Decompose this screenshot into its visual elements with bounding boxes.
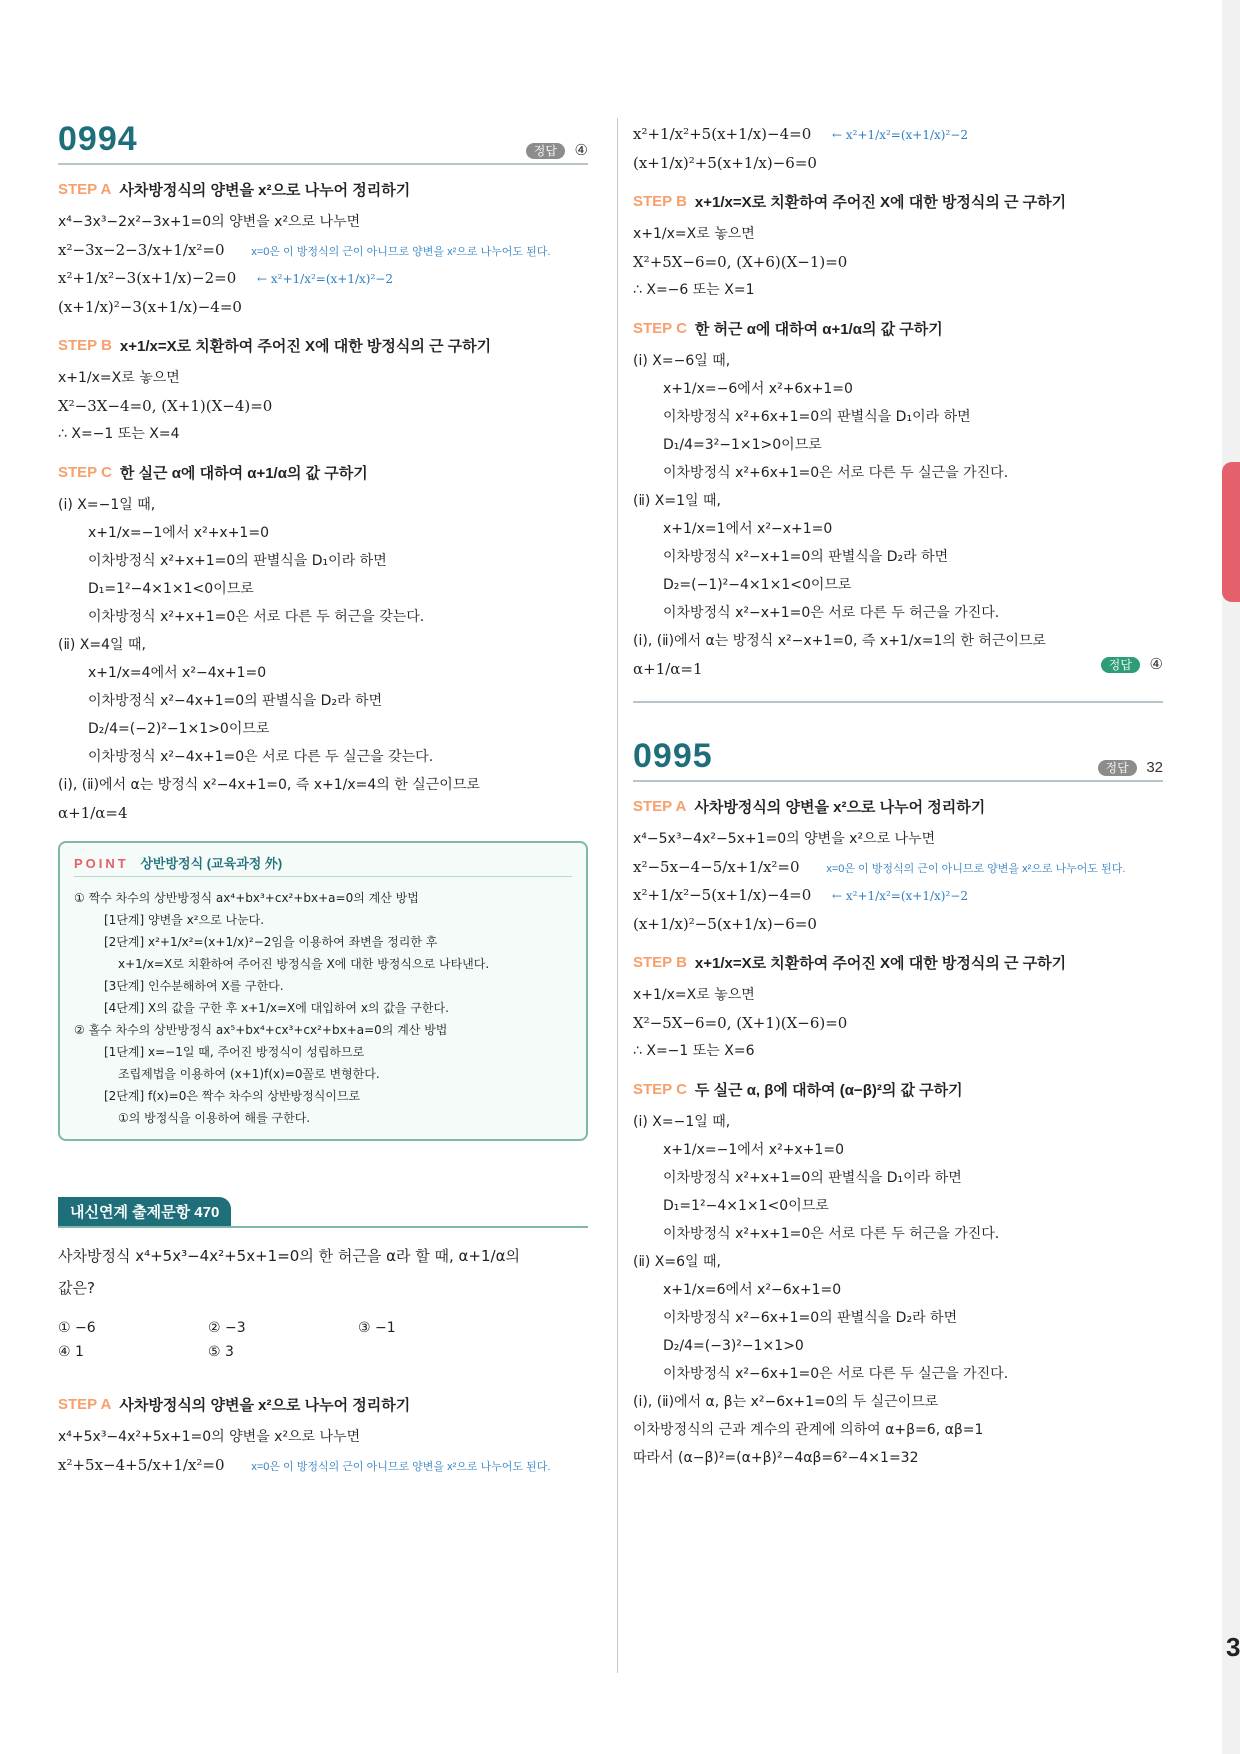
line: x+1/x=4에서 x²−4x+1=0 xyxy=(88,665,267,681)
step-title: 사차방정식의 양변을 x²으로 나누어 정리하기 xyxy=(119,1397,411,1414)
point-line: [3단계] 인수분해하여 X를 구한다. xyxy=(104,979,284,993)
point-line: [4단계] X의 값을 구한 후 x+1/x=X에 대입하여 x의 값을 구한다. xyxy=(104,1001,449,1015)
choice[interactable]: ⑤ 3 xyxy=(208,1344,234,1360)
equation: x²+1/x²−5(x+1/x)−4=0 xyxy=(633,886,812,904)
result: α+1/α=4 xyxy=(58,804,128,822)
line: 이차방정식 x²+x+1=0의 판별식을 D₁이라 하면 xyxy=(88,553,387,569)
answer-badge xyxy=(526,141,588,159)
point-header xyxy=(74,853,572,877)
line: x+1/x=−1에서 x²+x+1=0 xyxy=(663,1142,844,1158)
equation: x²−3x−2−3/x+1/x²=0 xyxy=(58,241,225,259)
line: 이차방정식 x²−4x+1=0의 판별식을 D₂라 하면 xyxy=(88,693,383,709)
step-tag: STEP A xyxy=(633,798,687,815)
line: ∴ X=−6 또는 X=1 xyxy=(633,282,755,298)
line: 따라서 (α−β)²=(α+β)²−4αβ=6²−4×1=32 xyxy=(633,1450,919,1466)
equation: X²−5X−6=0, (X+1)(X−6)=0 xyxy=(633,1014,848,1032)
point-line: [2단계] f(x)=0은 짝수 차수의 상반방정식이므로 xyxy=(104,1089,361,1103)
section-divider xyxy=(633,701,1163,703)
step-tag: STEP C xyxy=(633,1081,687,1098)
line: D₂=(−1)²−4×1×1<0이므로 xyxy=(663,577,852,593)
line: (ⅰ), (ⅱ)에서 α, β는 x²−6x+1=0의 두 실근이므로 xyxy=(633,1394,939,1410)
step-c xyxy=(633,1079,1163,1100)
point-line: ② 홀수 차수의 상반방정식 ax⁵+bx⁴+cx³+cx²+bx+a=0의 계산 방법 xyxy=(74,1023,448,1037)
line: x+1/x=1에서 x²−x+1=0 xyxy=(663,521,833,537)
line: (ⅱ) X=1일 때, xyxy=(633,493,721,509)
left-column xyxy=(58,120,588,1479)
line: x+1/x=−6에서 x²+6x+1=0 xyxy=(663,381,853,397)
line: x+1/x=X로 놓으면 xyxy=(633,226,755,242)
equation: (x+1/x)²+5(x+1/x)−6=0 xyxy=(633,154,817,172)
step-tag: STEP B xyxy=(633,954,687,971)
chapter-tab xyxy=(1222,462,1240,602)
line: x⁴−5x³−4x²−5x+1=0의 양변을 x²으로 나누면 xyxy=(633,831,936,847)
line: (ⅰ), (ⅱ)에서 α는 방정식 x²−4x+1=0, 즉 x+1/x=4의 한 실근이므로 xyxy=(58,777,480,793)
point-line: ①의 방정식을 이용하여 해를 구한다. xyxy=(118,1111,311,1125)
choice[interactable]: ④ 1 xyxy=(58,1344,84,1360)
equation: (x+1/x)²−5(x+1/x)−6=0 xyxy=(633,915,817,933)
line: D₁/4=3²−1×1>0이므로 xyxy=(663,437,822,453)
step-title: 한 허근 α에 대하여 α+1/α의 값 구하기 xyxy=(694,321,943,338)
line: 이차방정식 x²+x+1=0은 서로 다른 두 허근을 갖는다. xyxy=(88,609,425,625)
point-title: 상반방정식 (교육과정 外) xyxy=(140,856,283,871)
choice[interactable]: ① −6 xyxy=(58,1320,96,1336)
line: 이차방정식 x²+6x+1=0의 판별식을 D₁이라 하면 xyxy=(663,409,971,425)
step-b xyxy=(633,191,1163,212)
line: x+1/x=X로 놓으면 xyxy=(633,987,755,1003)
equation: x²+1/x²−3(x+1/x)−2=0 xyxy=(58,269,237,287)
step-b xyxy=(58,335,588,356)
line: (ⅰ), (ⅱ)에서 α는 방정식 x²−x+1=0, 즉 x+1/x=1의 한 허근이므로 xyxy=(633,633,1046,649)
line: (ⅰ) X=−1일 때, xyxy=(58,497,156,513)
equation: x²+5x−4+5/x+1/x²=0 xyxy=(58,1456,225,1474)
point-box xyxy=(58,841,588,1141)
point-line: ① 짝수 차수의 상반방정식 ax⁴+bx³+cx²+bx+a=0의 계산 방법 xyxy=(74,891,419,905)
linked-problem-bar xyxy=(58,1197,588,1228)
answer-label: 정답 xyxy=(1101,657,1140,673)
question-line: 사차방정식 x⁴+5x³−4x²+5x+1=0의 한 허근을 α라 할 때, α+1/α의 xyxy=(58,1247,520,1265)
step-title: x+1/x=X로 치환하여 주어진 X에 대한 방정식의 근 구하기 xyxy=(694,194,1067,211)
problem-header-0995 xyxy=(633,737,1163,782)
line: 이차방정식 x²−x+1=0은 서로 다른 두 허근을 가진다. xyxy=(663,605,1000,621)
linked-problem-title: 내신연계 출제문항 470 xyxy=(58,1197,231,1226)
point-label: POINT xyxy=(74,856,129,871)
hint-note: ← x²+1/x²=(x+1/x)²−2 xyxy=(257,272,393,286)
step-c xyxy=(58,462,588,483)
step-title: 사차방정식의 양변을 x²으로 나누어 정리하기 xyxy=(119,182,411,199)
line: D₁=1²−4×1×1<0이므로 xyxy=(88,581,254,597)
page-number: 3 xyxy=(1226,1632,1240,1662)
step-c xyxy=(633,318,1163,339)
note: x=0은 이 방정식의 근이 아니므로 양변을 x²으로 나누어도 된다. xyxy=(826,863,1126,875)
line: (ⅱ) X=4일 때, xyxy=(58,637,146,653)
step-title: 두 실근 α, β에 대하여 (α−β)²의 값 구하기 xyxy=(694,1082,963,1099)
equation: x²+1/x²+5(x+1/x)−4=0 xyxy=(633,125,812,143)
answer-value: ④ xyxy=(1149,656,1163,673)
equation-line xyxy=(633,881,1163,910)
line: ∴ X=−1 또는 X=4 xyxy=(58,426,180,442)
line: D₁=1²−4×1×1<0이므로 xyxy=(663,1198,829,1214)
note: x=0은 이 방정식의 근이 아니므로 양변을 x²으로 나누어도 된다. xyxy=(251,1461,551,1473)
step-a xyxy=(58,179,588,200)
equation-line xyxy=(58,264,588,293)
step-title: 사차방정식의 양변을 x²으로 나누어 정리하기 xyxy=(694,799,986,816)
answer-badge xyxy=(1098,759,1164,776)
answer-label: 정답 xyxy=(526,143,565,159)
line: 이차방정식 x²+6x+1=0은 서로 다른 두 실근을 가진다. xyxy=(663,465,1009,481)
line: 이차방정식 x²+x+1=0은 서로 다른 두 허근을 가진다. xyxy=(663,1226,1000,1242)
step-tag: STEP C xyxy=(633,320,687,337)
point-line: [1단계] 양변을 x²으로 나눈다. xyxy=(104,913,265,927)
question-line: 값은? xyxy=(58,1279,95,1297)
answer-value: 32 xyxy=(1146,759,1163,776)
step-tag: STEP B xyxy=(58,337,112,354)
line: 이차방정식 x²−4x+1=0은 서로 다른 두 실근을 갖는다. xyxy=(88,749,434,765)
line: ∴ X=−1 또는 X=6 xyxy=(633,1043,755,1059)
line: 이차방정식 x²−x+1=0의 판별식을 D₂라 하면 xyxy=(663,549,949,565)
hint-note: ← x²+1/x²=(x+1/x)²−2 xyxy=(832,889,968,903)
step-b xyxy=(633,952,1163,973)
step-title: x+1/x=X로 치환하여 주어진 X에 대한 방정식의 근 구하기 xyxy=(119,338,492,355)
answer-value: ④ xyxy=(574,142,588,159)
page-edge xyxy=(1222,0,1240,1754)
line: D₂/4=(−3)²−1×1>0 xyxy=(663,1338,804,1354)
problem-number: 0994 xyxy=(58,120,138,158)
line: x+1/x=6에서 x²−6x+1=0 xyxy=(663,1282,842,1298)
point-line: x+1/x=X로 치환하여 주어진 방정식을 X에 대한 방정식으로 나타낸다. xyxy=(118,957,490,971)
line: (ⅰ) X=−6일 때, xyxy=(633,353,731,369)
step-tag: STEP C xyxy=(58,464,112,481)
line: 이차방정식 x²+x+1=0의 판별식을 D₁이라 하면 xyxy=(663,1170,962,1186)
equation: X²−3X−4=0, (X+1)(X−4)=0 xyxy=(58,397,273,415)
line: (ⅰ) X=−1일 때, xyxy=(633,1114,731,1130)
step-title: x+1/x=X로 치환하여 주어진 X에 대한 방정식의 근 구하기 xyxy=(694,955,1067,972)
problem-header-0994 xyxy=(58,120,588,165)
line: 이차방정식 x²−6x+1=0은 서로 다른 두 실근을 가진다. xyxy=(663,1366,1009,1382)
step-a xyxy=(633,796,1163,817)
line: x⁴−3x³−2x²−3x+1=0의 양변을 x²으로 나누면 xyxy=(58,214,361,230)
equation-line xyxy=(633,853,1163,881)
solution-step-a xyxy=(58,1394,588,1415)
line: 이차방정식 x²−6x+1=0의 판별식을 D₂라 하면 xyxy=(663,1310,958,1326)
line: x+1/x=−1에서 x²+x+1=0 xyxy=(88,525,269,541)
equation: x²−5x−4−5/x+1/x²=0 xyxy=(633,858,800,876)
step-tag: STEP A xyxy=(58,1396,112,1413)
step-title: 한 실근 α에 대하여 α+1/α의 값 구하기 xyxy=(119,465,368,482)
line: 이차방정식의 근과 계수의 관계에 의하여 α+β=6, αβ=1 xyxy=(633,1422,984,1438)
line: x+1/x=X로 놓으면 xyxy=(58,370,180,386)
right-column xyxy=(633,120,1163,1472)
step-tag: STEP A xyxy=(58,181,112,198)
hint-note: ← x²+1/x²=(x+1/x)²−2 xyxy=(832,128,968,142)
point-line: 조립제법을 이용하여 (x+1)f(x)=0꼴로 변형한다. xyxy=(118,1067,380,1081)
problem-number: 0995 xyxy=(633,737,713,775)
note: x=0은 이 방정식의 근이 아니므로 양변을 x²으로 나누어도 된다. xyxy=(251,246,551,258)
question xyxy=(58,1240,588,1304)
point-line: [1단계] x=−1일 때, 주어진 방정식이 성립하므로 xyxy=(104,1045,365,1059)
step-tag: STEP B xyxy=(633,193,687,210)
equation-line xyxy=(633,120,1163,149)
line: D₂/4=(−2)²−1×1>0이므로 xyxy=(88,721,270,737)
equation-line xyxy=(58,1451,588,1479)
choices xyxy=(58,1316,588,1364)
answer-label: 정답 xyxy=(1098,760,1137,776)
equation: (x+1/x)²−3(x+1/x)−4=0 xyxy=(58,298,242,316)
answer-badge xyxy=(1101,655,1163,683)
choice[interactable]: ③ −1 xyxy=(358,1320,396,1336)
column-divider xyxy=(617,118,618,1673)
line: (ⅱ) X=6일 때, xyxy=(633,1254,721,1270)
result-line xyxy=(633,655,1163,683)
equation: X²+5X−6=0, (X+6)(X−1)=0 xyxy=(633,253,848,271)
line: x⁴+5x³−4x²+5x+1=0의 양변을 x²으로 나누면 xyxy=(58,1429,361,1445)
result: α+1/α=1 xyxy=(633,660,703,678)
choice[interactable]: ② −3 xyxy=(208,1320,246,1336)
point-line: [2단계] x²+1/x²=(x+1/x)²−2임을 이용하여 좌변을 정리한 후 xyxy=(104,935,438,949)
equation-line xyxy=(58,236,588,264)
